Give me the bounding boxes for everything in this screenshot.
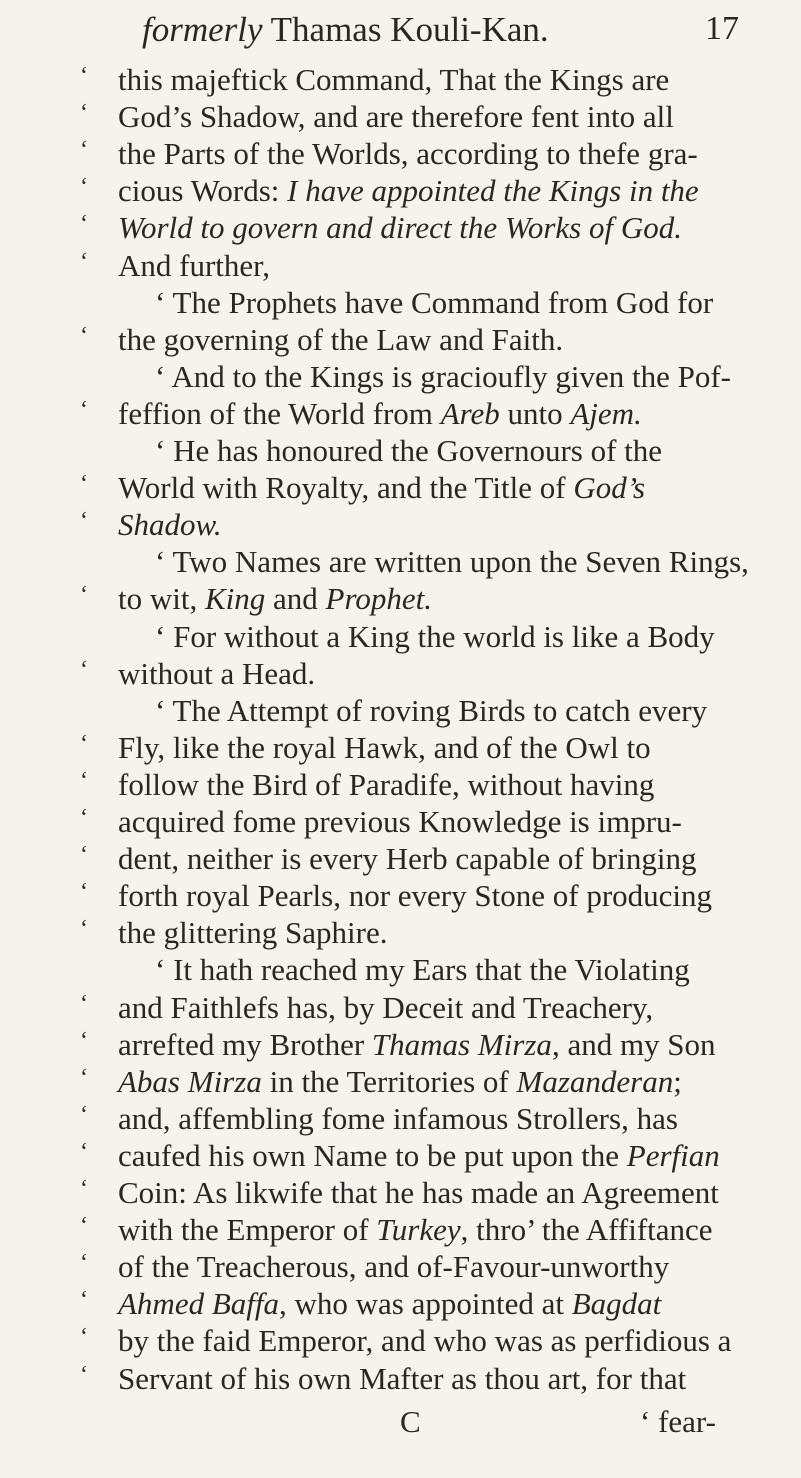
roman-text: and, affembling fome infamous Strollers, has (118, 1100, 678, 1136)
quote-mark: ‘ (80, 767, 88, 794)
roman-text: of the Treacherous, and of-Favour-unworthy (118, 1249, 670, 1285)
roman-text: ‘ He has honoured the Governours of the (155, 433, 663, 468)
roman-text: the governing of the Law and Faith. (118, 321, 564, 357)
line-text (118, 1101, 678, 1137)
text-line (80, 173, 699, 209)
text-line (80, 729, 651, 766)
quote-mark: ‘ (80, 582, 88, 609)
signature-mark: C (400, 1404, 421, 1439)
text-line (80, 581, 433, 617)
roman-text: Fly, like the royal Hawk, and of the Owl to (118, 729, 651, 765)
roman-text: ; (673, 1063, 682, 1099)
text-line (80, 1063, 682, 1100)
italic-text: Bagdat (571, 1286, 662, 1322)
text-line (80, 1175, 719, 1211)
line-text (118, 730, 651, 766)
roman-text: this majeftick Command, That the Kings are (118, 62, 670, 97)
quote-mark: ‘ (80, 1101, 88, 1128)
text-line (80, 395, 642, 432)
roman-text: follow the Bird of Paradife, without having (118, 766, 655, 802)
quote-mark: ‘ (80, 1250, 88, 1277)
text-line (80, 915, 388, 951)
text-line (80, 878, 713, 914)
quote-mark: ‘ (80, 1138, 88, 1165)
italic-text: Mazanderan (516, 1063, 674, 1099)
running-title-italic: formerly (142, 10, 263, 49)
quote-mark: ‘ (80, 100, 88, 127)
italic-text: Turkey (376, 1212, 461, 1248)
quote-mark: ‘ (80, 916, 88, 943)
roman-text: And further, (118, 247, 270, 283)
line-text (118, 1064, 682, 1100)
roman-text: cious Words: (118, 173, 288, 209)
line-text (118, 248, 270, 284)
running-title-roman: Thamas Kouli-Kan. (262, 10, 549, 49)
roman-text: , thro’ the Affiftance (460, 1212, 713, 1248)
text-line (80, 1026, 716, 1063)
line-text (118, 396, 642, 432)
line-text (118, 1361, 686, 1397)
line-text (155, 693, 707, 729)
text-line (155, 359, 731, 395)
text-line (155, 433, 662, 469)
roman-text: Coin: As likwife that he has made an Agreement (118, 1175, 719, 1210)
italic-text: Areb (440, 395, 500, 431)
line-text (118, 1249, 669, 1285)
italic-text: Perfian (626, 1137, 720, 1173)
quote-mark: ‘ (80, 1287, 88, 1314)
text-line (80, 655, 316, 692)
line-text (118, 1175, 719, 1211)
quote-mark: ‘ (80, 842, 88, 869)
roman-text: World with Royalty, and the Title of (118, 470, 574, 506)
italic-text: I have appointed the Kings in the (287, 173, 699, 209)
roman-text: feffion of the World from (118, 395, 441, 431)
roman-text: God’s Shadow, and are therefore fent into all (118, 99, 674, 135)
roman-text: ‘ It hath reached my Ears that the Violating (155, 952, 690, 988)
roman-text: the glittering Saphire. (118, 915, 388, 951)
line-text (118, 878, 712, 914)
quote-mark: ‘ (80, 990, 88, 1017)
quote-mark: ‘ (80, 1361, 88, 1388)
line-text (118, 507, 222, 543)
line-text (118, 804, 682, 840)
italic-text: Prophet. (325, 581, 433, 617)
line-text (118, 656, 315, 692)
roman-text: ‘ The Prophets have Command from God for (155, 284, 714, 320)
italic-text: Abas Mirza (118, 1063, 262, 1099)
text-line (80, 1249, 670, 1285)
running-title (142, 10, 549, 50)
line-text (118, 136, 698, 172)
text-line (80, 804, 682, 840)
line-text (155, 619, 715, 655)
line-text (118, 915, 387, 951)
text-line (80, 210, 682, 246)
text-line (80, 1360, 687, 1397)
quote-mark: ‘ (80, 471, 88, 498)
line-text (118, 470, 645, 506)
roman-text: to wit, (118, 581, 205, 617)
roman-text: ‘ For without a King the world is like a Body (155, 618, 715, 654)
line-text (118, 322, 563, 358)
text-line (80, 321, 564, 358)
roman-text: ‘ And to the Kings is gracioufly given the Pof- (155, 358, 731, 394)
text-line (80, 1100, 678, 1137)
catchword: ‘ fear- (640, 1404, 716, 1439)
roman-text: by the faid Emperor, and who was as perfidious a (118, 1323, 732, 1359)
roman-text: without a Head. (118, 655, 316, 691)
line-text (118, 841, 696, 877)
text-line (155, 619, 715, 655)
roman-text: and Faithlefs has, by Deceit and Treachery, (118, 989, 654, 1025)
quote-mark: ‘ (80, 879, 88, 906)
line-text (118, 1027, 716, 1063)
line-text (155, 952, 690, 988)
quote-mark: ‘ (80, 805, 88, 831)
text-line (80, 841, 697, 877)
line-text (118, 767, 654, 803)
quote-mark: ‘ (80, 1064, 88, 1091)
roman-text: acquired fome previous Knowledge is impru- (118, 804, 682, 839)
quote-mark: ‘ (80, 63, 88, 89)
quote-mark: ‘ (80, 1027, 88, 1054)
line-text (155, 359, 731, 395)
line-text (118, 1323, 731, 1359)
roman-text: with the Emperor of (118, 1212, 377, 1248)
quote-mark: ‘ (80, 1176, 88, 1202)
roman-text: and (265, 581, 326, 617)
quote-mark: ‘ (80, 137, 88, 164)
italic-text: Ahmed Baffa (118, 1286, 279, 1322)
line-text (155, 285, 713, 321)
line-text (118, 62, 669, 98)
line-text (118, 173, 699, 209)
italic-text: God’s (573, 470, 646, 506)
roman-text: dent, neither is every Herb capable of bringing (118, 841, 697, 877)
quote-mark: ‘ (80, 1324, 88, 1351)
text-line (80, 766, 655, 803)
quote-mark: ‘ (80, 396, 88, 423)
quote-mark: ‘ (80, 656, 88, 683)
roman-text: in the Territories of (261, 1063, 517, 1099)
line-text (118, 1138, 720, 1174)
text-line (155, 285, 713, 321)
quote-mark: ‘ (80, 248, 88, 275)
text-line (80, 62, 670, 98)
roman-text: forth royal Pearls, nor every Stone of producing (118, 878, 713, 914)
italic-text: King (204, 581, 266, 617)
quote-mark: ‘ (80, 211, 88, 238)
quote-mark: ‘ (80, 730, 88, 757)
quote-mark: ‘ (80, 322, 88, 349)
line-text (118, 990, 653, 1026)
quote-mark: ‘ (80, 508, 88, 535)
italic-text: Shadow. (118, 507, 222, 543)
text-line (80, 989, 654, 1026)
line-text (118, 581, 432, 617)
roman-text: arrefted my Brother (118, 1026, 372, 1062)
roman-text: , and my Son (551, 1026, 716, 1062)
text-line (80, 1323, 732, 1359)
text-line (80, 1137, 720, 1174)
page-number: 17 (705, 10, 739, 47)
text-line (80, 247, 270, 284)
roman-text: ‘ The Attempt of roving Birds to catch every (155, 692, 708, 728)
roman-text: the Parts of the Worlds, according to thefe gra- (118, 136, 698, 172)
text-line (80, 507, 222, 543)
text-line (155, 952, 690, 988)
quote-mark: ‘ (80, 174, 88, 201)
italic-text: Thamas Mirza (371, 1026, 552, 1062)
running-header (0, 6, 801, 58)
line-text (118, 99, 674, 135)
roman-text: caufed his own Name to be put upon the (118, 1137, 627, 1173)
quote-mark: ‘ (80, 1213, 88, 1240)
roman-text: , who was appointed at (279, 1286, 572, 1322)
text-line (155, 693, 707, 729)
roman-text: Servant of his own Mafter as thou art, for that (118, 1360, 687, 1396)
text-line (155, 544, 749, 580)
line-text (118, 1212, 713, 1248)
italic-text: World to govern and direct the Works of God. (118, 210, 682, 246)
italic-text: Ajem. (570, 395, 642, 431)
roman-text: ‘ Two Names are written upon the Seven Rings, (155, 544, 749, 580)
text-line (80, 136, 698, 172)
text-line (80, 99, 674, 135)
text-line (80, 1286, 662, 1322)
roman-text: unto (499, 395, 571, 431)
line-text (118, 210, 682, 246)
text-line (80, 1212, 713, 1248)
line-text (155, 433, 662, 469)
line-text (118, 1286, 661, 1322)
text-line (80, 470, 646, 506)
line-text (155, 544, 749, 580)
